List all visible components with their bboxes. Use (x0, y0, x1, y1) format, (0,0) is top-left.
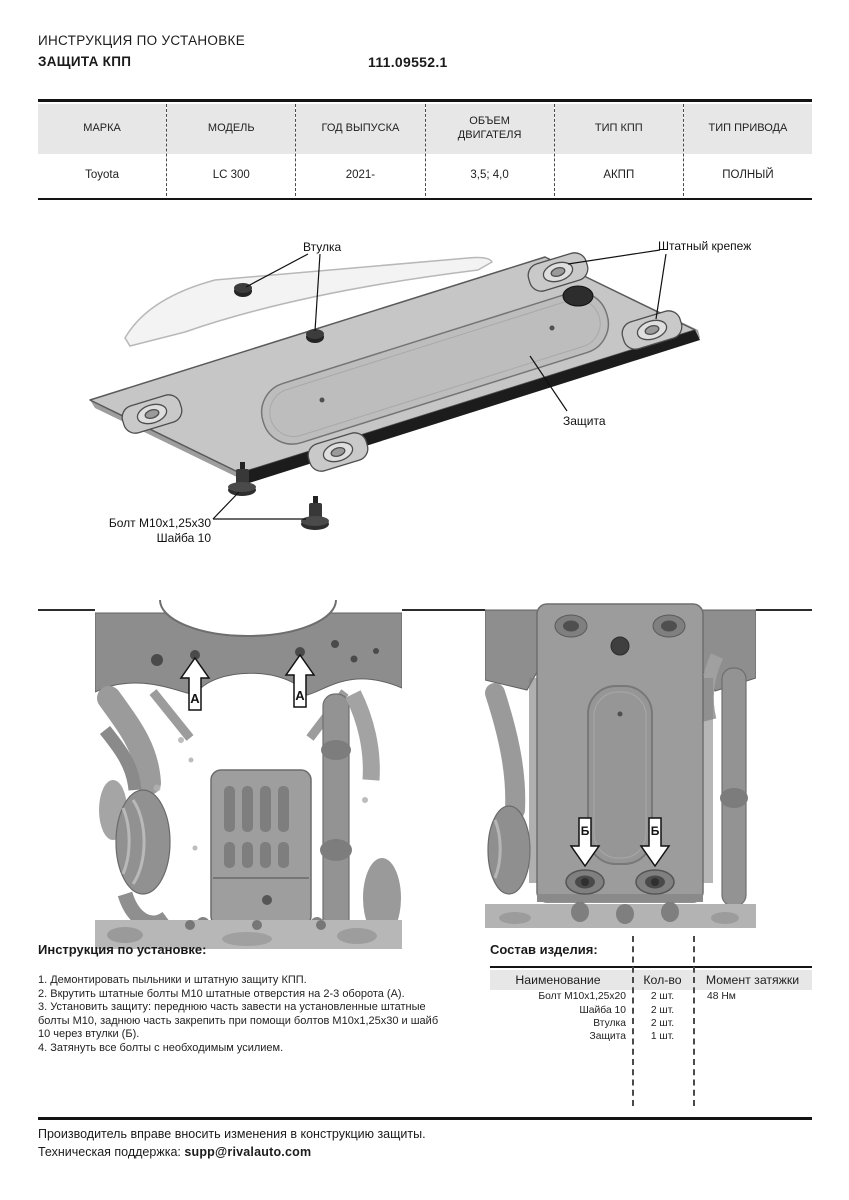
instruction-step: 4. Затянуть все болты с необходимым усилием. (38, 1041, 284, 1054)
marker-b-letter: Б (580, 824, 590, 838)
instruction-step: 2. Вкрутить штатные болты М10 штатные отверстия на 2-3 оборота (А). (38, 987, 405, 1000)
plug-hole-shape (563, 286, 593, 306)
instructions-title: Инструкция по установке: (38, 942, 207, 957)
item-qty: 2 шт. (650, 1004, 675, 1016)
spec-value-gearbox: АКПП (603, 169, 635, 181)
composition-row (490, 1017, 812, 1030)
footer-disclaimer: Производитель вправе вносить изменения в конструкцию защиты. (38, 1127, 426, 1141)
doc-type-title: ИНСТРУКЦИЯ ПО УСТАНОВКЕ (38, 33, 245, 48)
part-number: 111.09552.1 (368, 54, 448, 70)
composition-header-torque: Момент затяжки (705, 973, 800, 987)
spec-header-drive: ТИП ПРИВОДА (684, 104, 812, 154)
spec-col-year (295, 104, 424, 196)
label-bushing: Втулка (303, 240, 342, 254)
item-name: Болт М10х1,25х20 (538, 991, 626, 1003)
composition-row (490, 1003, 812, 1016)
spec-header-model: МОДЕЛЬ (167, 104, 295, 154)
composition-divider (693, 936, 695, 1106)
marker-b-letter: Б (650, 824, 660, 838)
composition-rule (490, 966, 812, 968)
spec-value-model: LC 300 (212, 169, 250, 181)
installed-plate-shape (537, 604, 703, 902)
spec-col-brand (38, 104, 166, 196)
product-title: ЗАЩИТА КПП (38, 54, 132, 69)
spec-col-gearbox (554, 104, 683, 196)
item-name: Втулка (593, 1017, 626, 1029)
composition-header-qty: Кол-во (643, 973, 682, 987)
spec-value-year: 2021- (345, 169, 376, 181)
composition-title: Состав изделия: (490, 942, 598, 957)
item-torque: 48 Нм (707, 991, 736, 1003)
label-protection: Защита (563, 414, 606, 428)
composition-row (490, 1030, 812, 1043)
spec-header-brand: МАРКА (38, 104, 166, 154)
item-name: Шайба 10 (579, 1004, 626, 1016)
footer-divider (38, 1117, 812, 1120)
spec-col-drive (683, 104, 812, 196)
support-email: supp@rivalauto.com (184, 1145, 312, 1159)
photo-front-mounts (95, 598, 402, 949)
item-qty: 2 шт. (650, 991, 675, 1003)
spec-header-year: ГОД ВЫПУСКА (296, 104, 424, 154)
marker-a-letter: А (190, 691, 200, 706)
spec-col-engine (425, 104, 554, 196)
item-qty: 1 шт. (650, 1031, 675, 1043)
composition-divider (632, 936, 634, 1106)
label-washer: Шайба 10 (156, 531, 211, 545)
spec-header-gearbox: ТИП КПП (555, 104, 683, 154)
spec-header-engine: ОБЪЕМ ДВИГАТЕЛЯ (426, 104, 554, 154)
composition-header-row (490, 970, 812, 990)
label-bolt: Болт М10х1,25х30 (108, 516, 211, 530)
spec-value-brand: Toyota (85, 169, 120, 181)
exploded-view-diagram (0, 225, 849, 560)
composition-table (490, 942, 812, 1044)
marker-a-letter: А (295, 688, 305, 703)
photo-installed-plate (485, 598, 756, 928)
spec-value-engine: 3,5; 4,0 (470, 169, 509, 181)
item-qty: 2 шт. (650, 1017, 675, 1029)
spec-value-drive: ПОЛНЫЙ (722, 169, 774, 181)
composition-header-name: Наименование (515, 973, 601, 987)
label-factory-fastener: Штатный крепеж (658, 239, 752, 253)
composition-row (490, 990, 812, 1003)
instruction-step: 3. Установить защиту: переднюю часть завести на установленные штатные болты М10, заднюю часть закрепить при помощи болтов М10х1,25х30 и шайб 10 через втулки (Б). (38, 1001, 439, 1040)
instruction-step: 1. Демонтировать пыльники и штатную защиту КПП. (38, 974, 307, 986)
vehicle-spec-table (38, 99, 812, 200)
installation-instructions (38, 942, 440, 1055)
bottom-crossmember (485, 902, 756, 928)
item-name: Защита (589, 1031, 626, 1043)
support-label: Техническая поддержка: (38, 1145, 185, 1159)
spec-col-model (166, 104, 295, 196)
footer-support (38, 1145, 311, 1159)
